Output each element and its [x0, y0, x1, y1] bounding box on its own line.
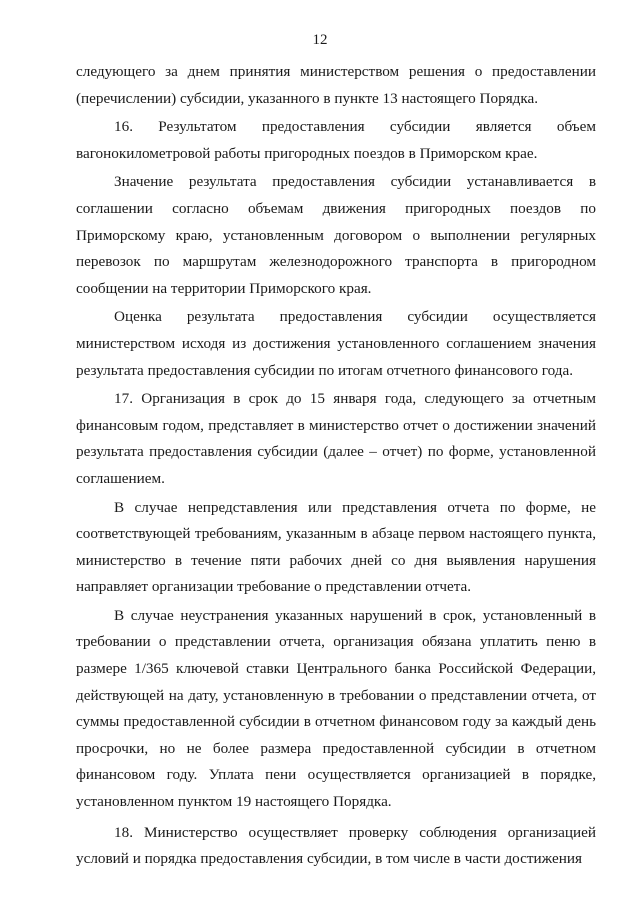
paragraph-item-18: 18. Министерство осуществляет проверку соблюдения организацией условий и порядка предоставления субсидии, в том числе в части достижения — [76, 823, 596, 868]
paragraph-continuation: следующего за днем принятия министерством решения о предоставлении (перечислении) субсидии, указанного в пункте 13 настоящего Порядка. — [76, 63, 596, 107]
paragraph-report-failure: В случае непредставления или представления отчета по форме, не соответствующей требованиям, указанным в абзаце первом настоящего пункта, министерство в течение пяти рабочих дней со дня выявления нарушения направляет организации требование о представлении отчета. — [76, 498, 596, 596]
paragraph-penalty: В случае неустранения указанных нарушений в срок, установленный в требовании о представлении отчета, организация обязана уплатить пеню в размере 1/365 ключевой ставки Центрального банка Российской Федерации, действующей на дату, установленную в требовании о представлении отчета, от суммы предоставленной субсидии в отчетном финансовом году за каждый день просрочки, но не более размера предоставленной субсидии в отчетном финансовом году. Уплата пени осуществляется организацией в порядке, установленном пунктом 19 настоящего Порядка. — [76, 606, 596, 811]
document-body — [76, 59, 596, 873]
paragraph-result-value: Значение результата предоставления субсидии устанавливается в соглашении согласно объемам движения пригородных поездов по Приморскому краю, установленным договором о выполнении регулярных перевозок по маршрутам железнодорожного транспорта в пригородном сообщении на территории Приморского края. — [76, 173, 596, 297]
paragraph-result-evaluation: Оценка результата предоставления субсидии осуществляется министерством исходя из достижения установленного соглашением значения результата предоставления субсидии по итогам отчетного финансового года. — [76, 308, 596, 379]
page-number: 12 — [312, 32, 328, 48]
paragraph-item-17: 17. Организация в срок до 15 января года, следующего за отчетным финансовым годом, представляет в министерство отчет о достижении значений результата предоставления субсидии (далее – отчет) по форме, установленной соглашением. — [76, 390, 596, 487]
paragraph-item-16: 16. Результатом предоставления субсидии является объем вагонокилометровой работы пригородных поездов в Приморском крае. — [76, 118, 596, 162]
